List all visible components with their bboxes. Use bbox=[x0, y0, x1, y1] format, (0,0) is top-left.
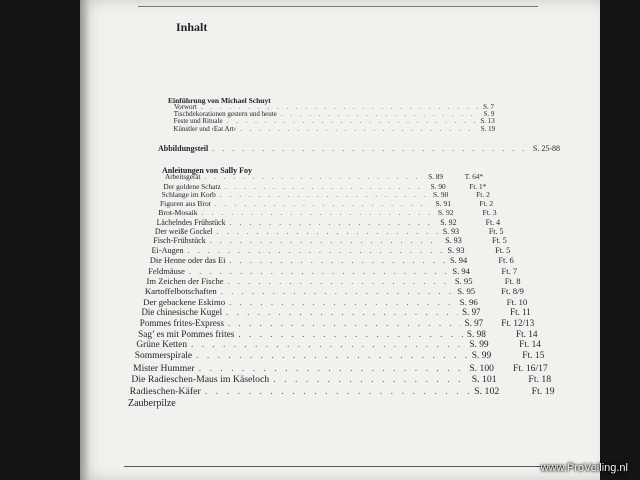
entry-title: Feldmäuse bbox=[148, 265, 185, 276]
leader-dots bbox=[228, 276, 451, 286]
page-number: S. 97 bbox=[464, 318, 484, 329]
entry-title: Schlange im Korb bbox=[161, 190, 216, 200]
entry-title: Kartoffelbotschaften bbox=[144, 286, 217, 297]
leader-dots bbox=[221, 286, 453, 296]
page-number: S. 97 bbox=[462, 307, 481, 318]
page-number: S. 101 bbox=[471, 374, 497, 386]
entry-title: Vorwort bbox=[174, 103, 197, 111]
page-number: S. 25-88 bbox=[532, 144, 560, 153]
entry-title: Die Radieschen-Maus im Käseloch bbox=[131, 374, 270, 386]
figure-reference: Ft. 4 bbox=[485, 217, 501, 227]
entry-title: Pommes frites-Express bbox=[139, 318, 224, 329]
page-number: S. 93 bbox=[445, 236, 462, 246]
figure-reference: Ft. 14 bbox=[515, 329, 538, 340]
entry-title: Die Henne oder das Ei bbox=[149, 255, 226, 265]
figure-reference: T. 64* bbox=[464, 173, 483, 181]
page-number: S. 90 bbox=[430, 181, 446, 191]
figure-reference: Ft. 10 bbox=[506, 296, 528, 307]
toc-entry bbox=[157, 218, 500, 227]
toc-entry bbox=[160, 199, 493, 208]
section-title-einfuehrung: Einführung von Michael Schuyt bbox=[168, 96, 271, 105]
toc-entry bbox=[143, 297, 527, 307]
toc-entry bbox=[148, 266, 517, 276]
leader-dots bbox=[273, 374, 468, 385]
page-number: S. 99 bbox=[471, 351, 492, 362]
toc-entry bbox=[173, 125, 495, 133]
toc-entry bbox=[158, 208, 496, 217]
leader-dots bbox=[191, 340, 465, 350]
page-number: S. 96 bbox=[459, 296, 478, 307]
entry-title: Radieschen-Käfer bbox=[129, 386, 201, 398]
figure-reference: Ft. 19 bbox=[531, 386, 555, 398]
figure-reference: Ft. 14 bbox=[519, 340, 541, 351]
entry-title: Sommerspirale bbox=[134, 351, 193, 362]
figure-reference: Ft. 6 bbox=[498, 255, 514, 265]
entry-title: Der gebackene Eskimo bbox=[143, 296, 226, 307]
page-number: S. 98 bbox=[466, 329, 486, 340]
leader-dots bbox=[196, 351, 468, 361]
figure-reference: Ft. 8 bbox=[504, 276, 521, 287]
entry-title: Feste und Rituale bbox=[173, 117, 223, 126]
top-rule bbox=[138, 6, 538, 7]
leader-dots bbox=[217, 227, 439, 236]
entry-title: Der goldene Schatz bbox=[163, 181, 221, 191]
figure-reference: Ft. 16/17 bbox=[513, 362, 548, 374]
page-number: S. 93 bbox=[447, 246, 465, 256]
leader-dots bbox=[210, 236, 441, 245]
leader-dots bbox=[226, 307, 458, 317]
leader-dots bbox=[229, 256, 446, 265]
figure-reference: Ft. 5 bbox=[495, 246, 511, 256]
toc-entry bbox=[128, 398, 558, 409]
figure-reference: Ft. 5 bbox=[492, 236, 507, 246]
leader-dots bbox=[229, 297, 456, 307]
figure-reference: Ft. 8/9 bbox=[501, 286, 524, 297]
toc-entry bbox=[133, 363, 548, 374]
leader-dots bbox=[240, 125, 477, 133]
leader-dots bbox=[187, 246, 443, 255]
toc-entry bbox=[162, 190, 490, 199]
book-page bbox=[80, 0, 600, 480]
leader-dots bbox=[202, 208, 434, 217]
page-number: S. 102 bbox=[474, 386, 500, 398]
leader-dots bbox=[225, 182, 427, 191]
figure-reference: Ft. 15 bbox=[522, 351, 545, 362]
entry-title: Figuren aus Brot bbox=[159, 199, 211, 209]
toc-entry bbox=[131, 374, 551, 385]
toc-entry bbox=[138, 329, 537, 339]
leader-dots bbox=[205, 173, 425, 181]
page-number: S. 100 bbox=[469, 362, 494, 374]
section-title-abbildungsteil: Abbildungsteil bbox=[158, 144, 209, 153]
entry-title: Lächelndes Frühstück bbox=[156, 217, 226, 227]
page-number: S. 93 bbox=[442, 226, 460, 236]
leader-dots bbox=[238, 329, 463, 339]
entry-title: Tischdekorationen gestern und heute bbox=[173, 110, 277, 119]
section-row-abbildungsteil bbox=[158, 144, 560, 153]
figure-reference: Ft. 1* bbox=[469, 181, 487, 191]
page-number: S. 92 bbox=[437, 208, 454, 218]
toc-entry bbox=[155, 227, 504, 236]
page-number: S. 95 bbox=[457, 286, 476, 297]
entry-title: Der weiße Gockel bbox=[154, 226, 213, 236]
toc-entry bbox=[145, 286, 524, 296]
toc-entry bbox=[140, 318, 534, 328]
toc-entry bbox=[165, 173, 483, 181]
entry-title: Sag’ es mit Pommes frites bbox=[138, 329, 235, 340]
entry-title: Ei-Augen bbox=[151, 246, 184, 256]
entry-title: Künstler und ›Eat Art‹ bbox=[173, 124, 237, 133]
toc-entry bbox=[163, 182, 486, 191]
page-number: S. 7 bbox=[483, 103, 494, 111]
page-number: S. 99 bbox=[469, 340, 489, 351]
figure-reference: Ft. 2 bbox=[479, 199, 494, 209]
toc-entry bbox=[147, 276, 521, 286]
leader-dots bbox=[199, 363, 466, 374]
page-number: S. 91 bbox=[435, 199, 452, 209]
entry-title: Fisch-Frühstück bbox=[153, 236, 206, 246]
page-number: S. 13 bbox=[480, 117, 495, 126]
page-number: S. 95 bbox=[454, 276, 473, 287]
page-number: S. 9 bbox=[483, 110, 495, 119]
toc-entry bbox=[153, 236, 507, 245]
toc-entry bbox=[135, 351, 545, 361]
figure-reference: Ft. 12/13 bbox=[501, 318, 535, 329]
leader-dots bbox=[220, 190, 429, 199]
entry-title: Zauberpilze bbox=[128, 397, 176, 409]
entry-title: Mister Hummer bbox=[133, 362, 195, 374]
figure-reference: Ft. 2 bbox=[476, 190, 490, 200]
figure-reference: Ft. 5 bbox=[488, 226, 504, 236]
toc-entry bbox=[141, 307, 530, 317]
figure-reference: Ft. 7 bbox=[501, 265, 518, 276]
toc-entry bbox=[152, 246, 511, 255]
entry-title: Grüne Ketten bbox=[136, 340, 187, 351]
toc-entry bbox=[130, 386, 555, 397]
page-number: S. 94 bbox=[452, 265, 470, 276]
entry-title: Die chinesische Kugel bbox=[141, 307, 223, 318]
page-number: S. 94 bbox=[449, 255, 468, 265]
leader-dots bbox=[212, 144, 529, 153]
entry-title: Arbeitsgerät bbox=[165, 173, 201, 181]
entry-title: Brot-Mosaik bbox=[158, 208, 198, 218]
leader-dots bbox=[230, 218, 437, 227]
page-gutter-shadow bbox=[80, 0, 90, 480]
page-number: S. 19 bbox=[480, 124, 496, 133]
page-number: S. 92 bbox=[440, 217, 457, 227]
leader-dots bbox=[215, 199, 432, 208]
page-number: S. 90 bbox=[433, 190, 449, 200]
figure-reference: Ft. 11 bbox=[510, 307, 531, 318]
bottom-rule bbox=[124, 466, 564, 467]
toc-entry bbox=[136, 340, 541, 350]
toc-entry bbox=[150, 256, 514, 265]
leader-dots bbox=[228, 318, 461, 328]
section-title-anleitungen: Anleitungen von Sally Foy bbox=[162, 166, 253, 175]
page-number: S. 89 bbox=[428, 173, 443, 181]
figure-reference: Ft. 18 bbox=[528, 374, 552, 386]
leader-dots bbox=[205, 386, 470, 397]
contents-heading: Inhalt bbox=[176, 20, 208, 34]
figure-reference: Ft. 3 bbox=[482, 208, 497, 218]
entry-title: Im Zeichen der Fische bbox=[146, 276, 224, 287]
watermark-text: www.ProVeiling.nl bbox=[540, 462, 628, 474]
leader-dots bbox=[189, 266, 449, 276]
